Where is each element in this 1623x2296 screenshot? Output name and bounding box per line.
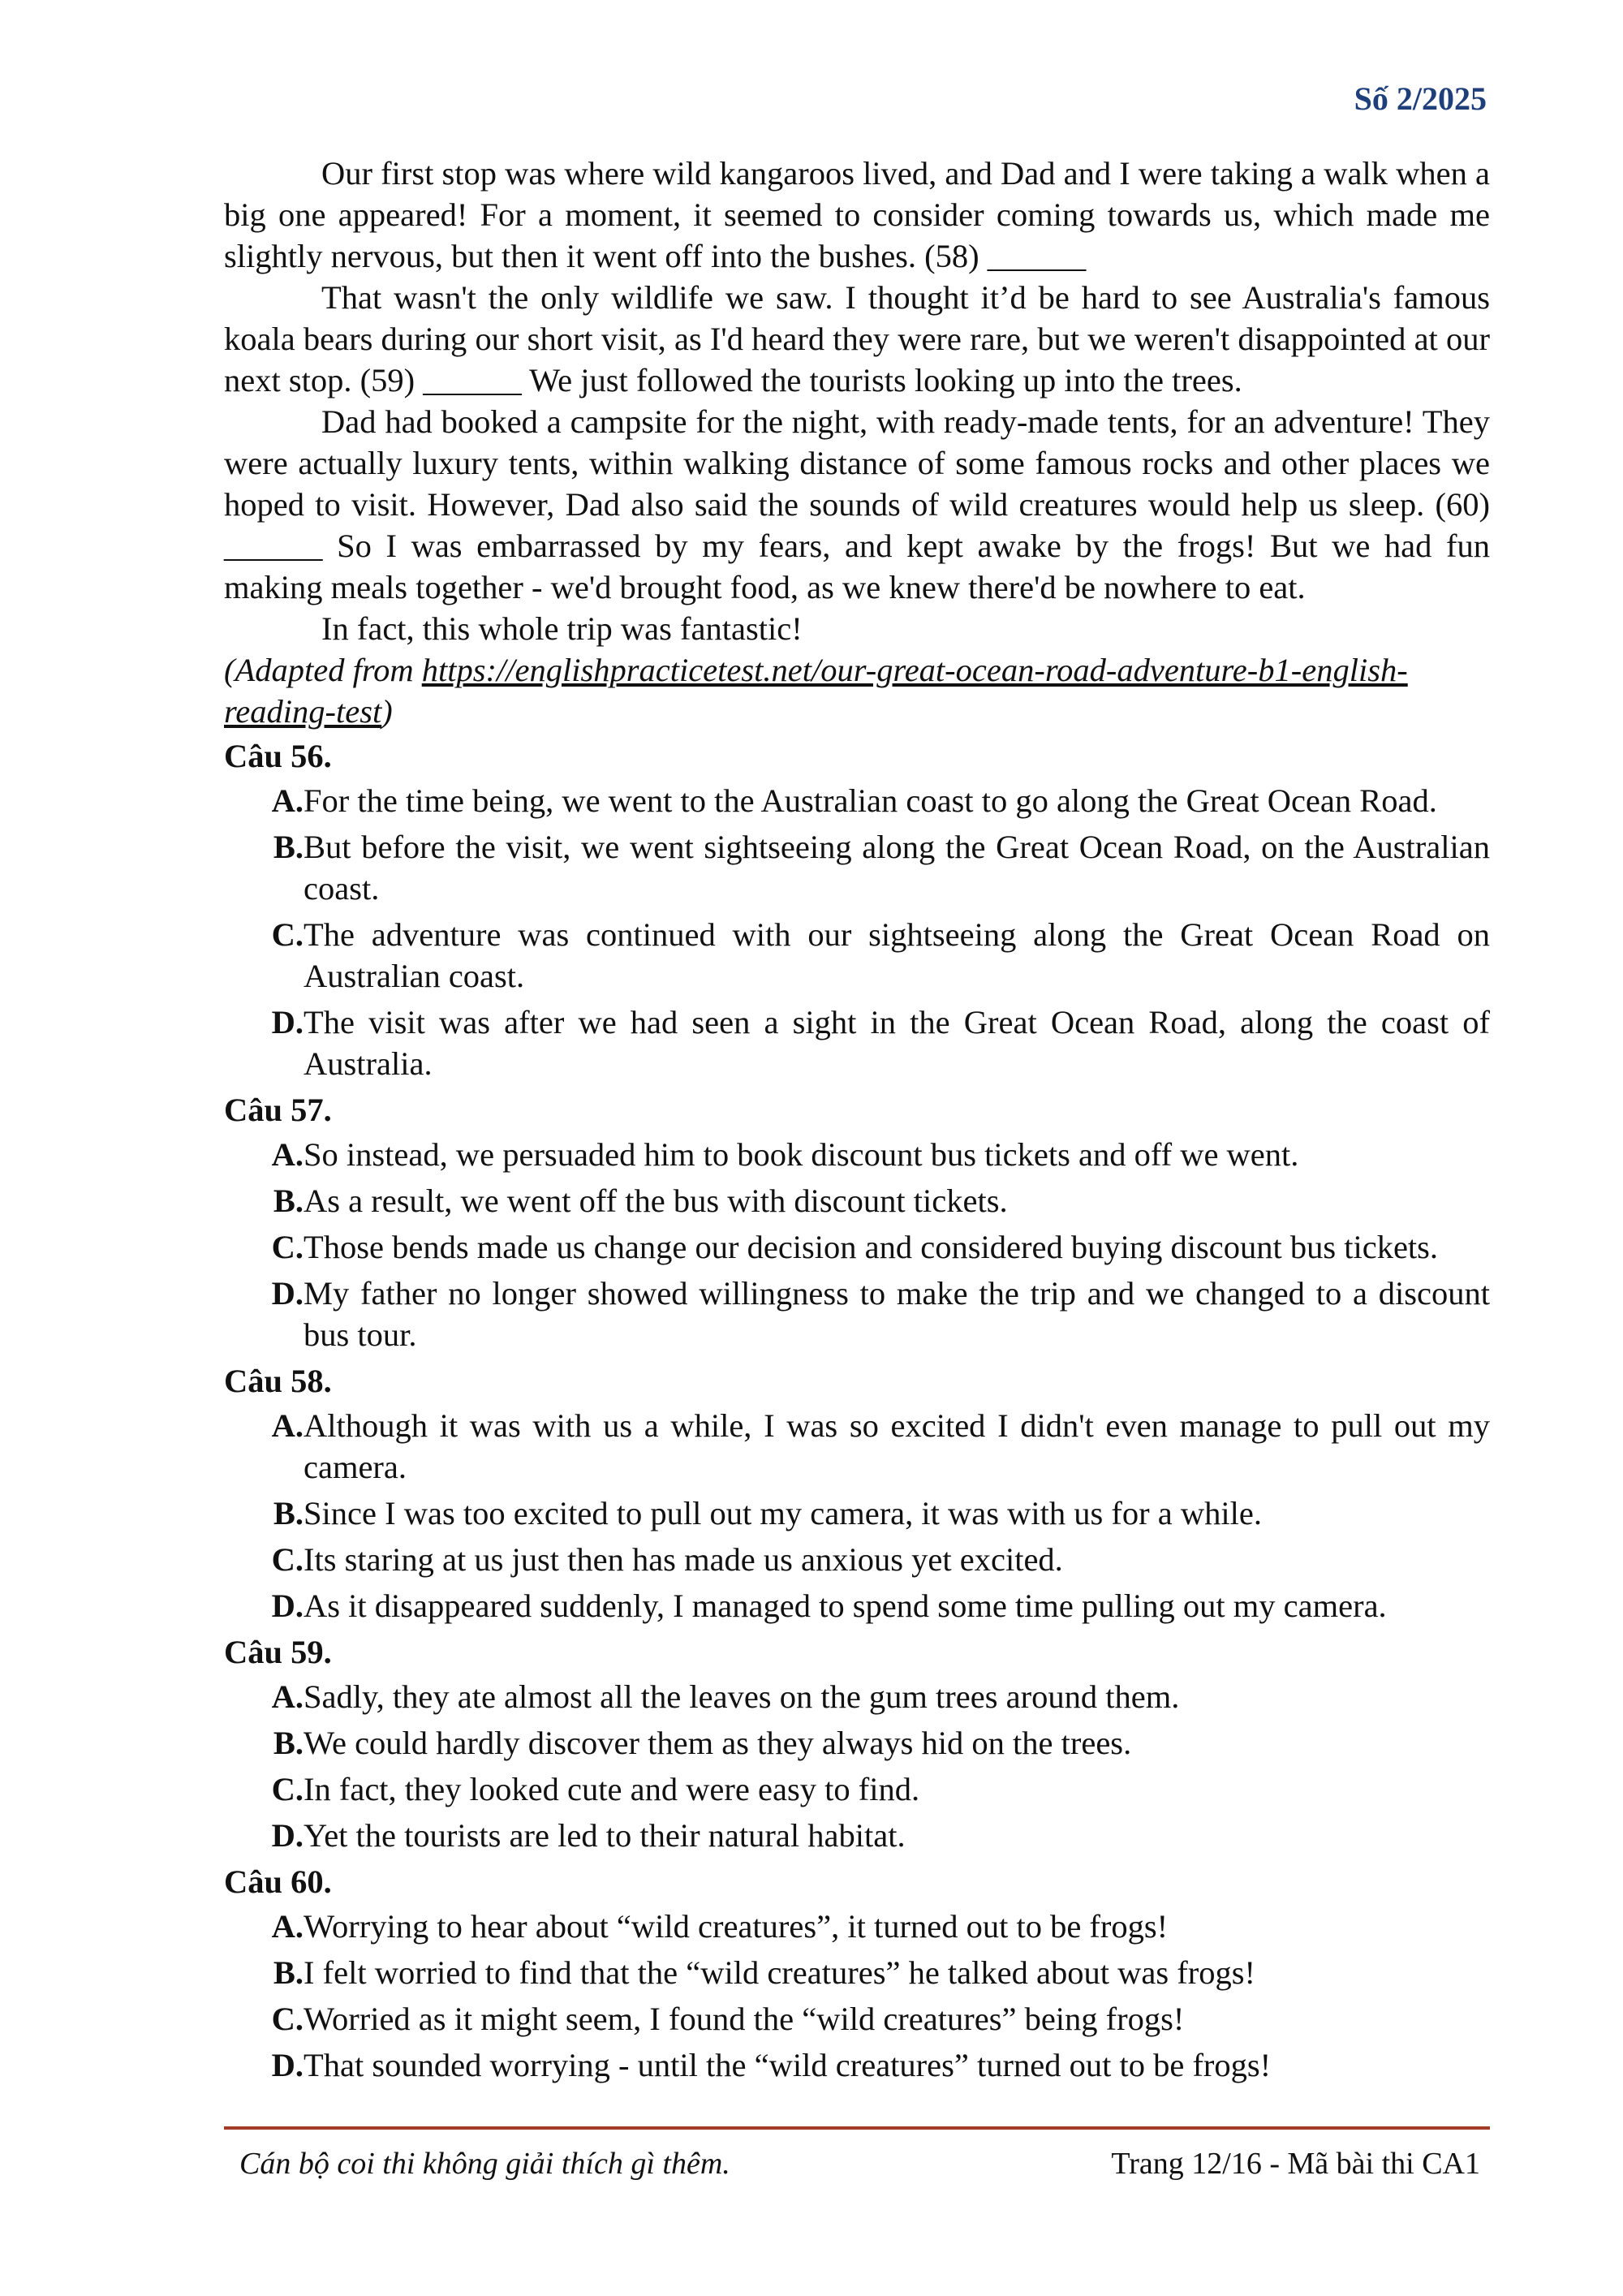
option-text: As it disappeared suddenly, I managed to spend some time pulling out my camera. — [304, 1587, 1387, 1624]
passage-paragraph: That wasn't the only wildlife we saw. I thought it’d be hard to see Australia's famous koala bears during our short visit, as I'd heard they were rare, but we weren't disappointed at our next stop. (59) ______ We just followed the tourists looking up into the trees. — [224, 279, 1490, 398]
option-text: The visit was after we had seen a sight in the Great Ocean Road, along the coast of Australia. — [304, 1004, 1490, 1082]
option-d — [265, 1815, 1490, 1856]
option-letter: C. — [271, 1771, 304, 1807]
question-title: Câu 58. — [224, 1363, 332, 1399]
option-letter: C. — [271, 2001, 304, 2037]
option-text: Its staring at us just then has made us anxious yet excited. — [304, 1541, 1063, 1578]
footer-page-info: Trang 12/16 - Mã bài thi CA1 — [1111, 2147, 1480, 2181]
option-letter: D. — [271, 1275, 304, 1312]
option-text: Those bends made us change our decision and considered buying discount bus tickets. — [304, 1229, 1439, 1265]
option-text: The adventure was continued with our sightseeing along the Great Ocean Road on Australian coast. — [304, 916, 1490, 994]
option-b — [265, 1952, 1490, 1993]
option-text: Sadly, they ate almost all the leaves on the gum trees around them. — [304, 1678, 1180, 1715]
question-title: Câu 60. — [224, 1863, 332, 1900]
option-letter: D. — [271, 2047, 304, 2083]
option-letter: C. — [271, 1541, 304, 1578]
option-letter: B. — [273, 1495, 304, 1531]
option-a — [265, 1405, 1490, 1488]
option-letter: A. — [271, 1908, 304, 1945]
question-58 — [224, 1360, 1490, 1626]
option-c — [265, 1226, 1490, 1268]
option-letter: A. — [271, 1136, 304, 1173]
option-letter: B. — [273, 1725, 304, 1761]
option-d — [265, 1002, 1490, 1084]
footer-divider — [224, 2126, 1490, 2130]
option-a — [265, 1134, 1490, 1175]
option-c — [265, 914, 1490, 997]
option-text: I felt worried to find that the “wild creatures” he talked about was frogs! — [304, 1954, 1255, 1991]
option-letter: B. — [273, 1182, 304, 1219]
option-text: We could hardly discover them as they always hid on the trees. — [304, 1725, 1132, 1761]
option-letter: A. — [271, 1407, 304, 1444]
option-a — [265, 780, 1490, 821]
option-c — [265, 1539, 1490, 1580]
question-59 — [224, 1631, 1490, 1856]
option-text: For the time being, we went to the Australian coast to go along the Great Ocean Road. — [304, 782, 1437, 819]
passage-paragraph: Our first stop was where wild kangaroos lived, and Dad and I were taking a walk when a big one appeared! For a moment, it seemed to consider coming towards us, which made me slightly nervous, but then it went off into the bushes. (58) ______ — [224, 155, 1490, 274]
issue-number: Số 2/2025 — [1354, 80, 1487, 117]
option-d — [265, 2044, 1490, 2086]
source-prefix: (Adapted from — [224, 652, 422, 688]
option-text: Since I was too excited to pull out my camera, it was with us for a while. — [304, 1495, 1262, 1531]
option-b — [265, 826, 1490, 909]
source-link[interactable]: https://englishpracticetest.net/our-great-ocean-road-adventure-b1-english-reading-test — [224, 652, 1408, 730]
option-d — [265, 1585, 1490, 1626]
option-letter: B. — [273, 829, 304, 865]
option-text: As a result, we went off the bus with discount tickets. — [304, 1182, 1008, 1219]
passage-paragraph: In fact, this whole trip was fantastic! — [321, 610, 803, 647]
passage-paragraph: Dad had booked a campsite for the night, with ready-made tents, for an adventure! They were actually luxury tents, within walking distance of some famous rocks and other places we hoped to visit. However, Dad also said the sounds of wild creatures would help us sleep. (60) ______ So I was embarrassed by my fears, and kept awake by the frogs! But we had fun making meals together - we'd brought food, as we knew there'd be nowhere to eat. — [224, 403, 1490, 605]
option-text: But before the visit, we went sightseeing along the Great Ocean Road, on the Australian coast. — [304, 829, 1490, 907]
option-letter: A. — [271, 782, 304, 819]
question-56 — [224, 735, 1490, 1084]
option-text: Yet the tourists are led to their natural habitat. — [304, 1817, 906, 1854]
option-b — [265, 1180, 1490, 1221]
question-title: Câu 57. — [224, 1092, 332, 1128]
option-text: My father no longer showed willingness to make the trip and we changed to a discount bus tour. — [304, 1275, 1490, 1353]
footer-note: Cán bộ coi thi không giải thích gì thêm. — [239, 2147, 730, 2181]
option-c — [265, 1768, 1490, 1810]
option-b — [265, 1722, 1490, 1764]
option-letter: C. — [271, 916, 304, 953]
source-citation — [224, 649, 1490, 732]
page-content — [224, 153, 1490, 2091]
option-letter: D. — [271, 1004, 304, 1040]
option-b — [265, 1493, 1490, 1534]
source-suffix: ) — [381, 693, 393, 730]
option-text: In fact, they looked cute and were easy to find. — [304, 1771, 920, 1807]
option-letter: D. — [271, 1587, 304, 1624]
option-text: Worrying to hear about “wild creatures”, it turned out to be frogs! — [304, 1908, 1169, 1945]
option-text: So instead, we persuaded him to book discount bus tickets and off we went. — [304, 1136, 1299, 1173]
option-letter: B. — [273, 1954, 304, 1991]
option-d — [265, 1273, 1490, 1355]
option-c — [265, 1998, 1490, 2040]
option-a — [265, 1676, 1490, 1717]
option-letter: A. — [271, 1678, 304, 1715]
option-text: Although it was with us a while, I was so excited I didn't even manage to pull out my camera. — [304, 1407, 1490, 1485]
option-letter: D. — [271, 1817, 304, 1854]
question-title: Câu 59. — [224, 1634, 332, 1670]
question-title: Câu 56. — [224, 738, 332, 774]
question-57 — [224, 1089, 1490, 1355]
option-text: That sounded worrying - until the “wild creatures” turned out to be frogs! — [304, 2047, 1272, 2083]
question-60 — [224, 1861, 1490, 2086]
option-a — [265, 1906, 1490, 1947]
option-text: Worried as it might seem, I found the “wild creatures” being frogs! — [304, 2001, 1185, 2037]
option-letter: C. — [271, 1229, 304, 1265]
